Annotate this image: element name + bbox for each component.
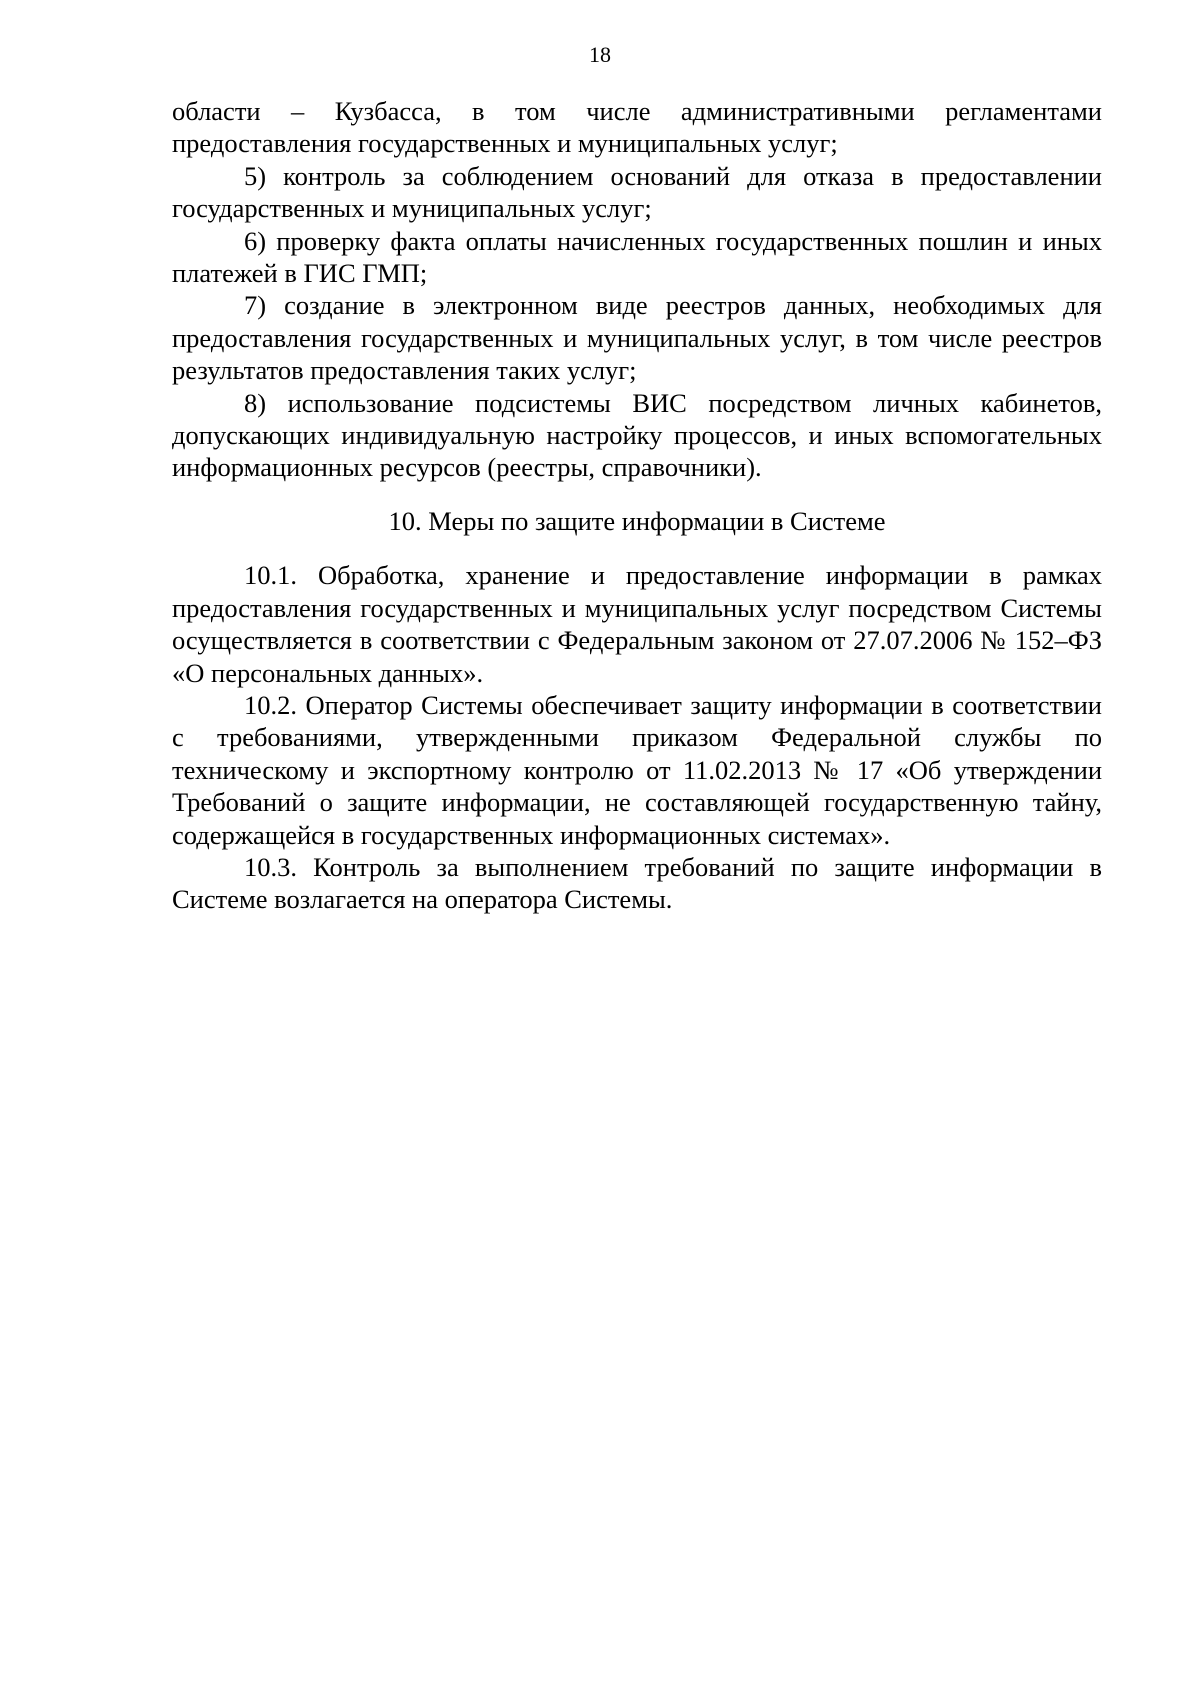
section-heading: 10. Меры по защите информации в Системе [388,505,886,536]
paragraph-continuation: области – Кузбасса, в том числе административными регламентами предоставления государственных и муниципальных услуг; [172,96,1102,159]
page-number: 18 [589,42,611,67]
paragraph-10-1: 10.1. Обработка, хранение и предоставление информации в рамках предоставления государственных и муниципальных услуг посредством Системы осуществляется в соответствии с Федеральным законом от 27.07.2006 № 152–ФЗ «О персональных данных». [172,560,1102,688]
list-item-6: 6) проверку факта оплаты начисленных государственных пошлин и иных платежей в ГИС ГМП; [172,225,1102,289]
list-item-8: 8) использование подсистемы ВИС посредством личных кабинетов, допускающих индивидуальную настройку процессов, и иных вспомогательных информационных ресурсов (реестры, справочники). [172,387,1102,483]
paragraph-10-2: 10.2. Оператор Системы обеспечивает защиту информации в соответствии с требованиями, утвержденными приказом Федеральной службы по техническому и экспортному контролю от 11.02.2013 № 17 «Об утверждении Требований о защите информации, не составляющей государственную тайну, содержащейся в государственных информационных системах». [172,689,1102,850]
document-body [172,95,1102,916]
paragraph-10-3: 10.3. Контроль за выполнением требований по защите информации в Системе возлагается на оператора Системы. [172,851,1102,915]
list-item-7: 7) создание в электронном виде реестров данных, необходимых для предоставления государственных и муниципальных услуг, в том числе реестров результатов предоставления таких услуг; [172,290,1102,386]
list-item-5: 5) контроль за соблюдением оснований для отказа в предоставлении государственных и муниципальных услуг; [172,160,1102,224]
